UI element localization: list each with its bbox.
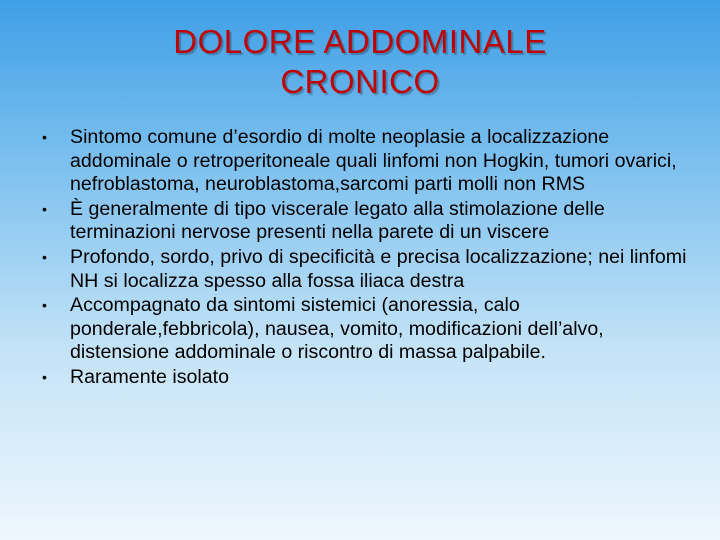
slide-title-line-2: CRONICO [280,63,440,100]
bullet-item [42,294,694,365]
bullet-item [42,198,694,245]
bullet-text: Sintomo comune d’esordio di molte neoplasie a localizzazione addominale o retroperitoneale quali linfomi non Hogkin, tumori ovarici, nefroblastoma, neuroblastoma,sarcomi parti molli non RMS [70,126,677,196]
slide-title-line-1: DOLORE ADDOMINALE [173,23,547,60]
bullet-list [42,126,694,391]
bullet-text: Profondo, sordo, privo di specificità e precisa localizzazione; nei linfomi NH si localizza spesso alla fossa iliaca destra [70,245,687,292]
bullet-icon: • [42,248,47,265]
bullet-text: Accompagnato da sintomi sistemici (anoressia, calo ponderale,febbricola), nausea, vomito, modificazioni dell’alvo, distensione addominale o riscontro di massa palpabile. [70,294,604,364]
bullet-icon: • [42,368,47,385]
slide-title [60,22,660,102]
bullet-item [42,246,694,293]
bullet-item [42,366,694,390]
bullet-icon: • [42,200,47,217]
bullet-item [42,126,694,197]
bullet-text: È generalmente di tipo viscerale legato alla stimolazione delle terminazioni nervose presenti nella parete di un viscere [70,197,605,244]
bullet-text: Raramente isolato [70,365,230,388]
bullet-icon: • [42,129,47,145]
bullet-icon: • [42,297,47,314]
